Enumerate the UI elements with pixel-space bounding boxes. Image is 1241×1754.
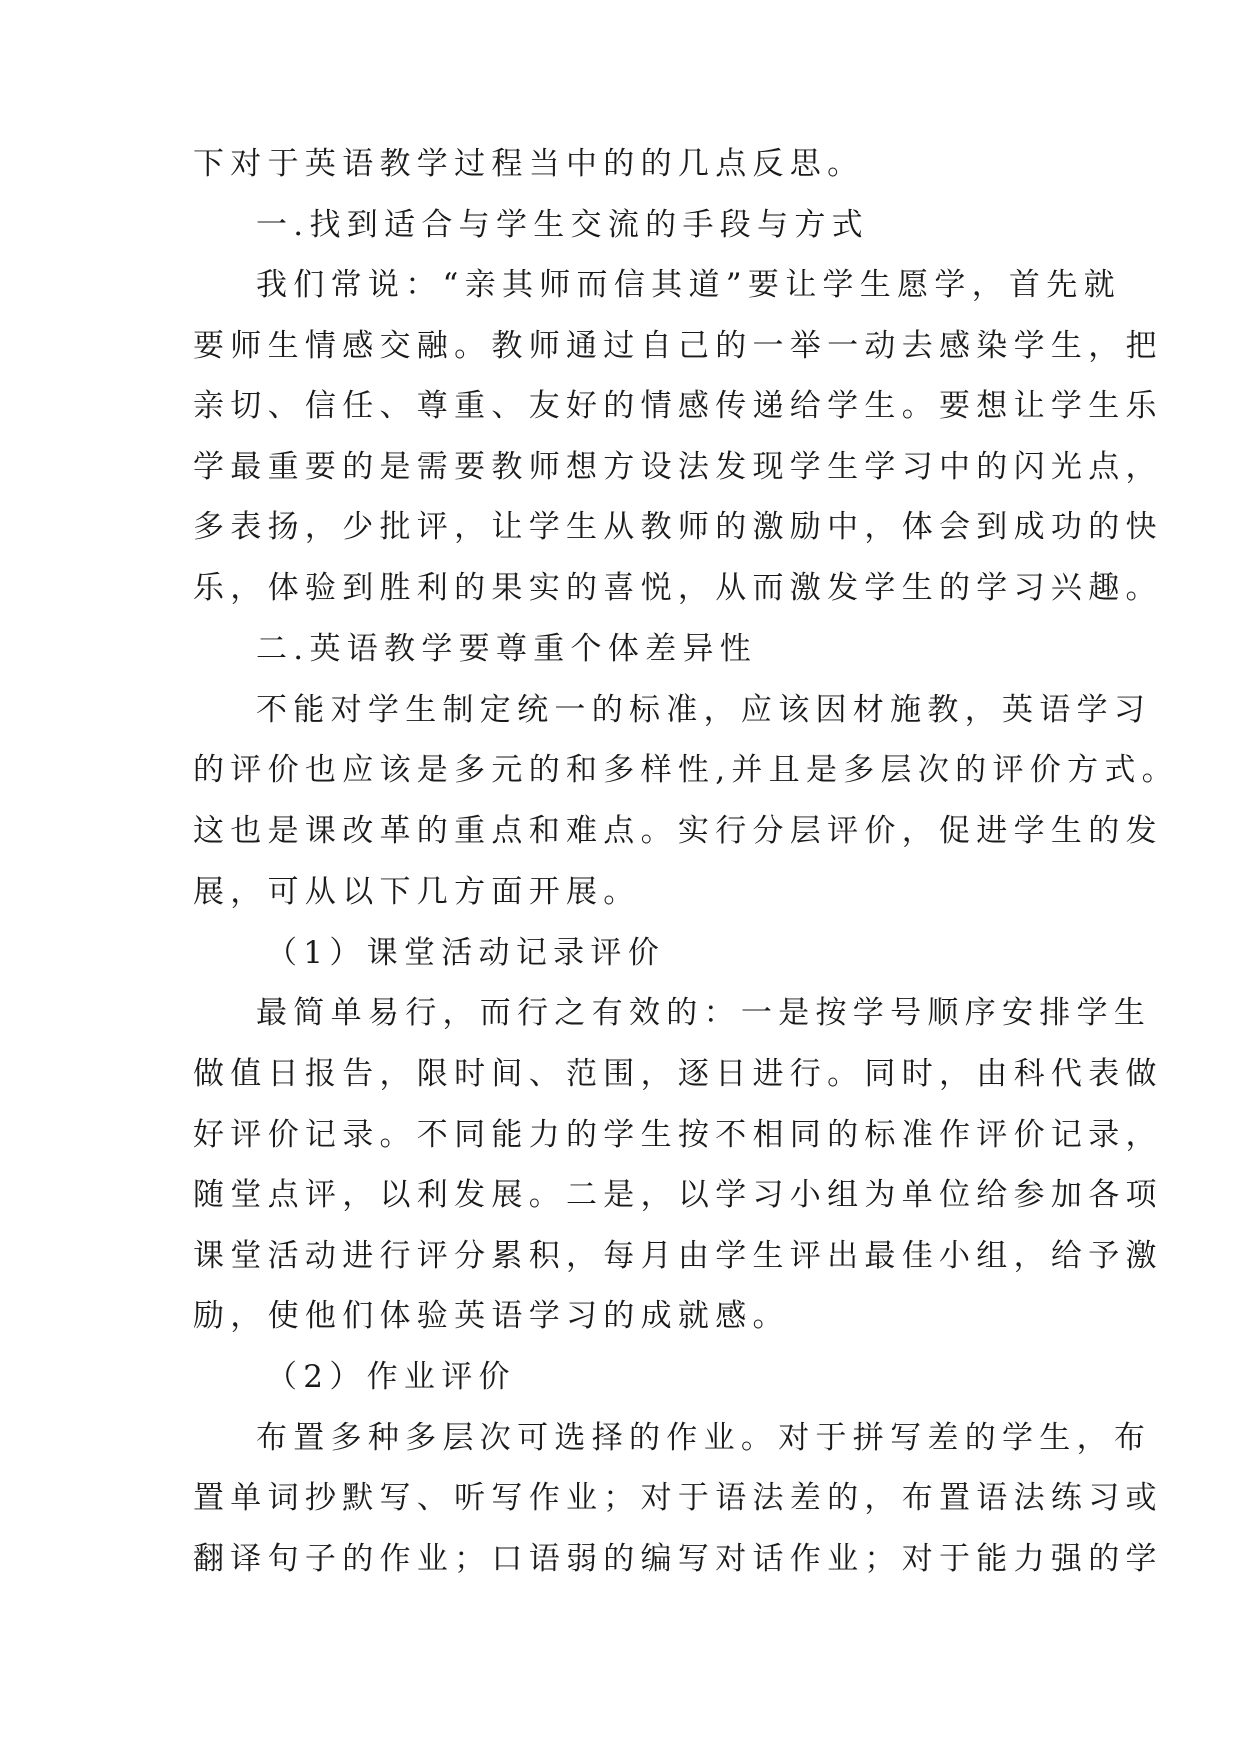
text-line: 翻译句子的作业；口语弱的编写对话作业；对于能力强的学 xyxy=(193,1541,1163,1577)
text-line: 置单词抄默写、听写作业；对于语法差的，布置语法练习或 xyxy=(193,1480,1163,1516)
text-line: 学最重要的是需要教师想方设法发现学生学习中的闪光点， xyxy=(193,449,1163,485)
text-line: 要师生情感交融。教师通过自己的一举一动去感染学生，把 xyxy=(193,328,1163,364)
paragraph-first-line: 不能对学生制定统一的标准，应该因材施教，英语学习 xyxy=(256,692,1152,728)
text-line: 好评价记录。不同能力的学生按不相同的标准作评价记录， xyxy=(193,1117,1163,1153)
subsection-heading: （2）作业评价 xyxy=(266,1359,516,1395)
paragraph-first-line: 最简单易行，而行之有效的：一是按学号顺序安排学生 xyxy=(256,995,1152,1031)
text-line: 课堂活动进行评分累积，每月由学生评出最佳小组，给予激 xyxy=(193,1238,1163,1274)
text-line: 多表扬，少批评，让学生从教师的激励中，体会到成功的快 xyxy=(193,509,1163,545)
text-line: 展，可从以下几方面开展。 xyxy=(193,874,641,910)
section-heading: 一.找到适合与学生交流的手段与方式 xyxy=(256,207,869,243)
text-line: 亲切、信任、尊重、友好的情感传递给学生。要想让学生乐 xyxy=(193,388,1163,424)
paragraph-first-line: 布置多种多层次可选择的作业。对于拼写差的学生，布 xyxy=(256,1420,1152,1456)
text-line: 这也是课改革的重点和难点。实行分层评价，促进学生的发 xyxy=(193,813,1163,849)
text-line: 下对于英语教学过程当中的的几点反思。 xyxy=(193,146,865,182)
paragraph-first-line: 我们常说：“亲其师而信其道”要让学生愿学，首先就 xyxy=(256,267,1121,303)
subsection-heading: （1）课堂活动记录评价 xyxy=(266,935,666,971)
text-line: 随堂点评，以利发展。二是，以学习小组为单位给参加各项 xyxy=(193,1177,1163,1213)
text-line: 乐，体验到胜利的果实的喜悦，从而激发学生的学习兴趣。 xyxy=(193,570,1163,606)
text-line: 励，使他们体验英语学习的成就感。 xyxy=(193,1298,790,1334)
text-line: 的评价也应该是多元的和多样性,并且是多层次的评价方式。 xyxy=(193,752,1179,788)
section-heading: 二.英语教学要尊重个体差异性 xyxy=(256,631,758,667)
text-line: 做值日报告，限时间、范围，逐日进行。同时，由科代表做 xyxy=(193,1056,1163,1092)
